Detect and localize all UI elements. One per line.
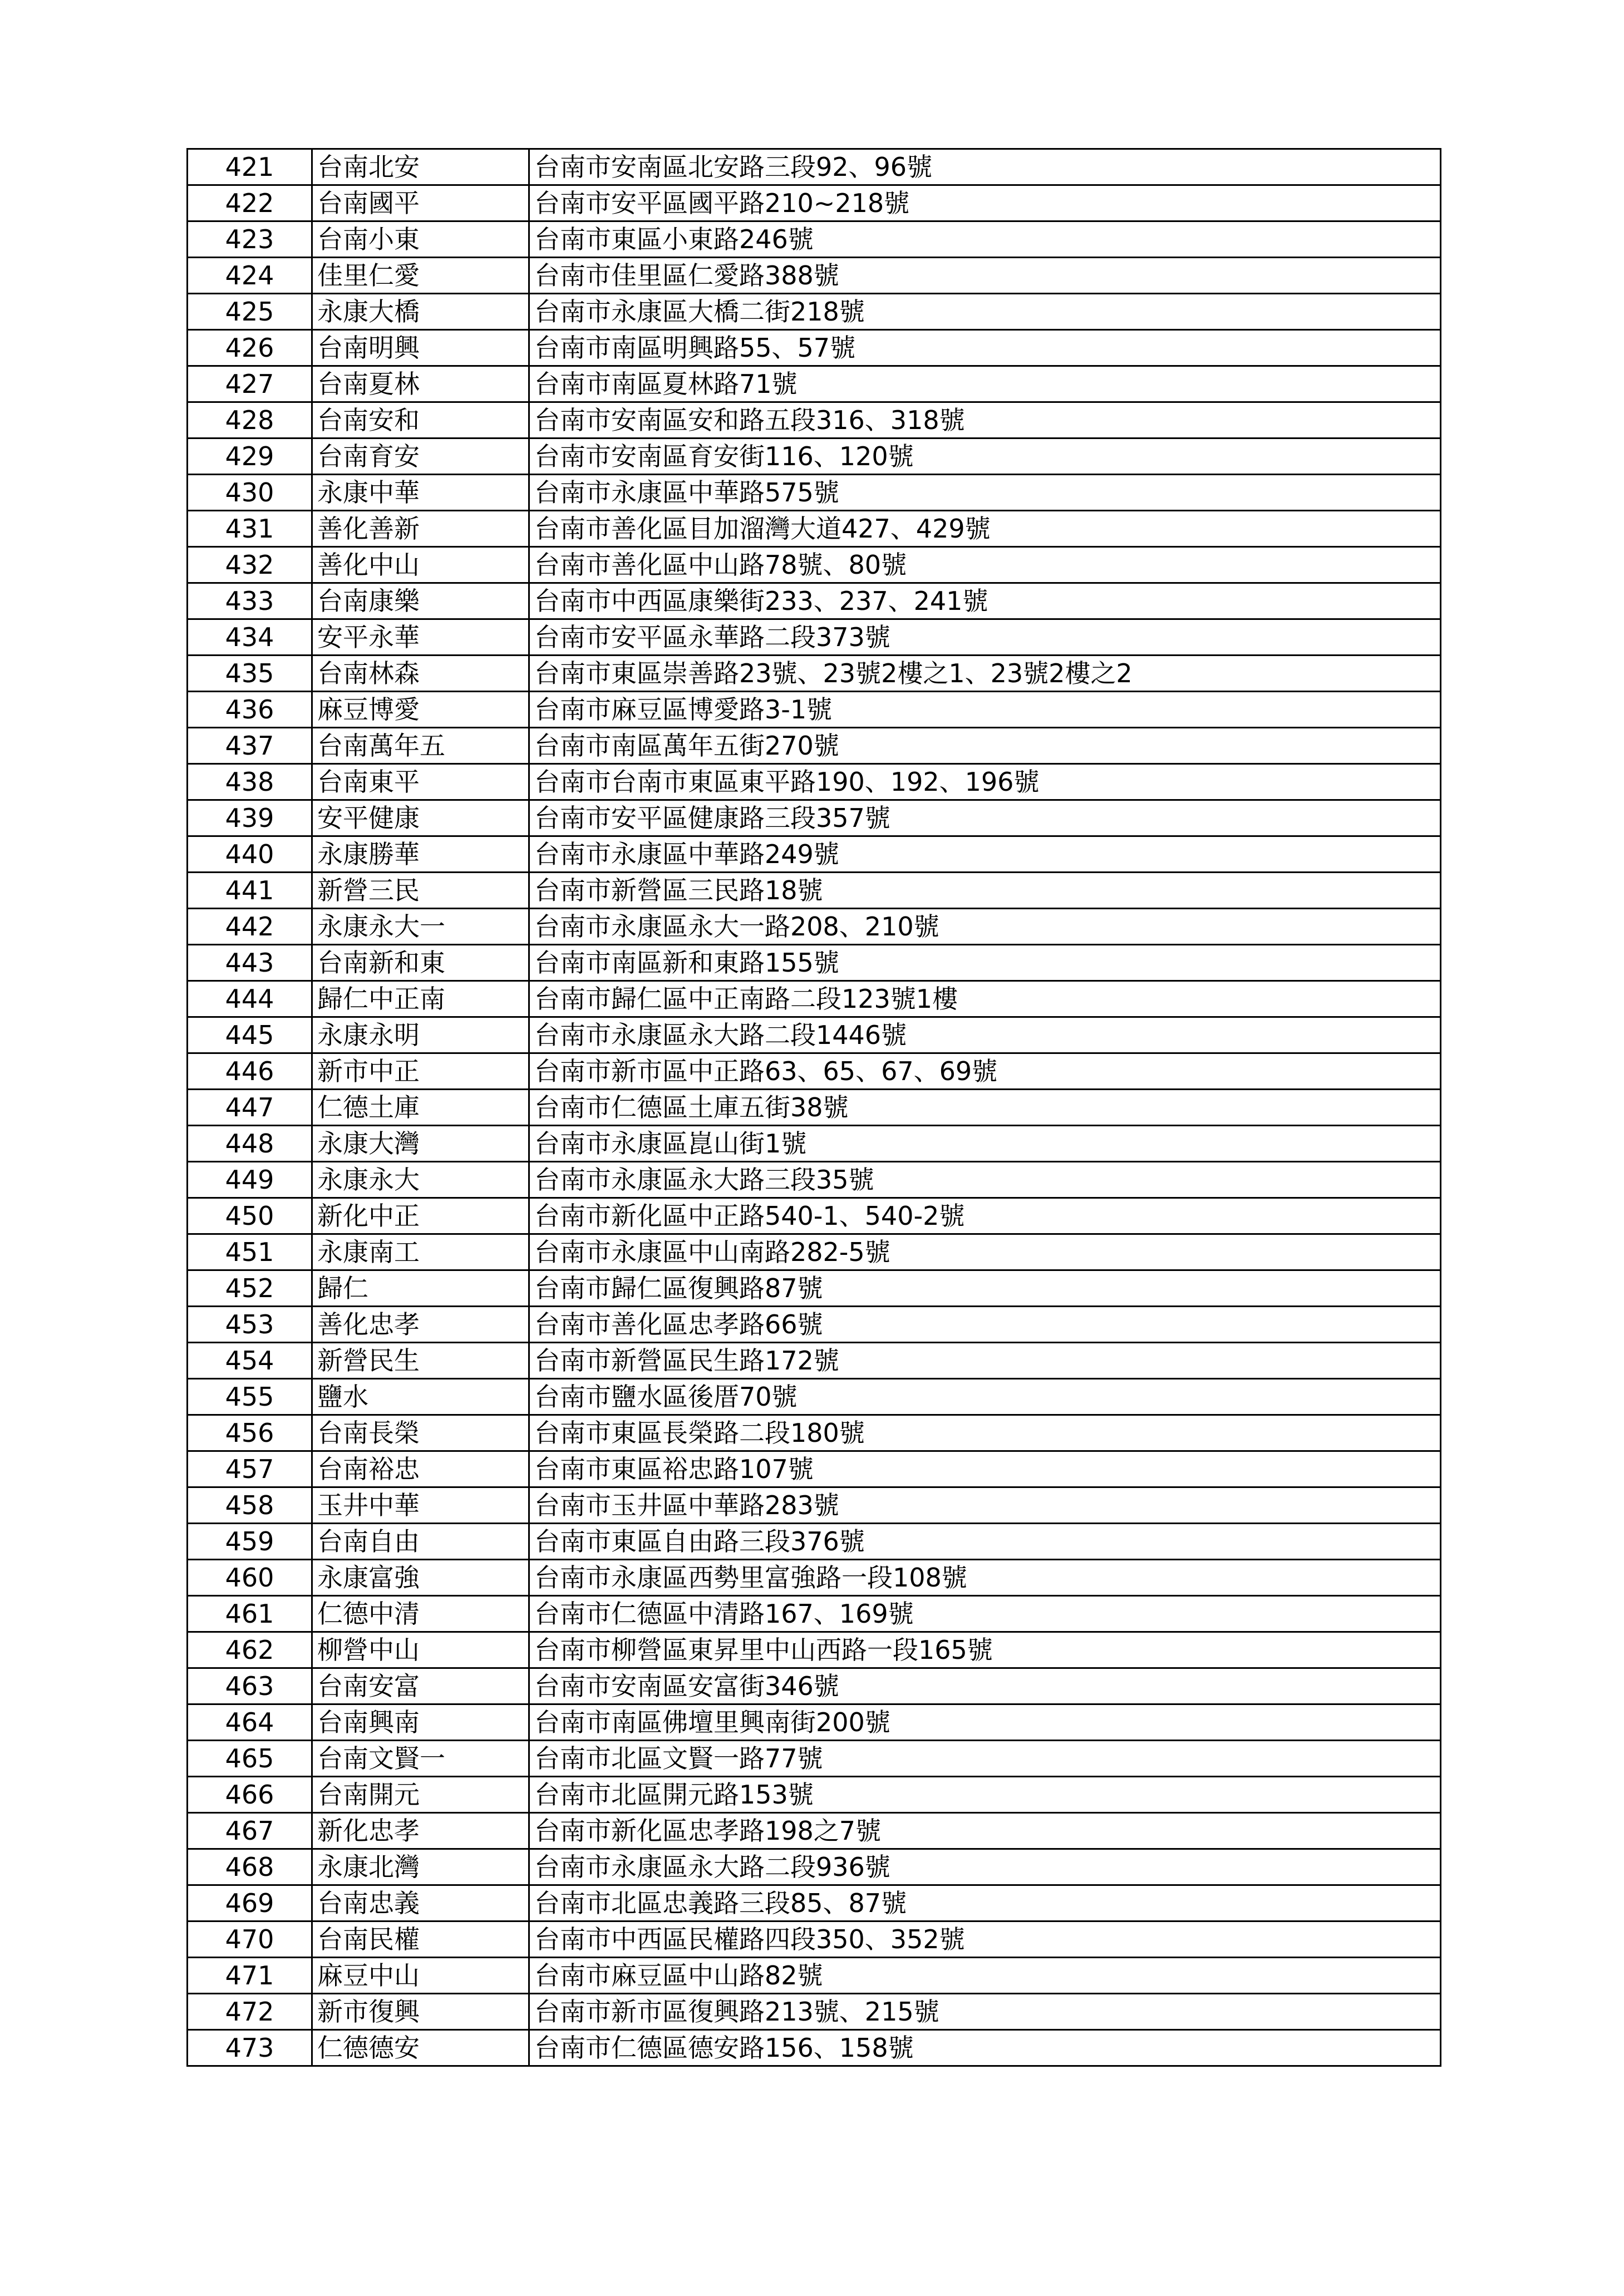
table-row [188, 1560, 1441, 1596]
table-row [188, 221, 1441, 258]
row-number: 447 [188, 1090, 312, 1126]
table-row [188, 1994, 1441, 2030]
store-address: 台南市善化區中山路78號、80號 [529, 547, 1441, 583]
store-address: 台南市仁德區土庫五街38號 [529, 1090, 1441, 1126]
store-name: 仁德土庫 [312, 1090, 529, 1126]
store-address-table [186, 148, 1441, 2067]
table-row [188, 1198, 1441, 1234]
row-number: 468 [188, 1849, 312, 1885]
row-number: 423 [188, 221, 312, 258]
store-address: 台南市南區萬年五街270號 [529, 728, 1441, 764]
store-address: 台南市南區明興路55、57號 [529, 330, 1441, 366]
table-row [188, 1741, 1441, 1777]
store-address: 台南市善化區目加溜灣大道427、429號 [529, 511, 1441, 547]
store-address: 台南市安平區國平路210~218號 [529, 185, 1441, 221]
table-row [188, 728, 1441, 764]
table-row [188, 1270, 1441, 1307]
store-name: 玉井中華 [312, 1487, 529, 1524]
table-row [188, 1017, 1441, 1053]
row-number: 466 [188, 1777, 312, 1813]
store-address: 台南市東區裕忠路107號 [529, 1451, 1441, 1487]
store-address: 台南市新市區中正路63、65、67、69號 [529, 1053, 1441, 1090]
store-name: 仁德中清 [312, 1596, 529, 1632]
store-address: 台南市永康區中山南路282-5號 [529, 1234, 1441, 1270]
table-row [188, 800, 1441, 836]
store-address: 台南市安南區安富街346號 [529, 1668, 1441, 1704]
row-number: 458 [188, 1487, 312, 1524]
store-name: 台南北安 [312, 149, 529, 185]
store-name: 台南新和東 [312, 945, 529, 981]
table-row [188, 438, 1441, 475]
row-number: 443 [188, 945, 312, 981]
row-number: 440 [188, 836, 312, 873]
store-address: 台南市南區佛壇里興南街200號 [529, 1704, 1441, 1741]
row-number: 456 [188, 1415, 312, 1451]
row-number: 422 [188, 185, 312, 221]
row-number: 453 [188, 1307, 312, 1343]
table-row [188, 185, 1441, 221]
store-name: 永康富強 [312, 1560, 529, 1596]
store-name: 善化忠孝 [312, 1307, 529, 1343]
table-row [188, 981, 1441, 1017]
row-number: 434 [188, 619, 312, 656]
store-address: 台南市玉井區中華路283號 [529, 1487, 1441, 1524]
row-number: 428 [188, 402, 312, 438]
row-number: 464 [188, 1704, 312, 1741]
table-row [188, 149, 1441, 185]
table-row [188, 583, 1441, 619]
table-row [188, 945, 1441, 981]
store-address: 台南市柳營區東昇里中山西路一段165號 [529, 1632, 1441, 1668]
store-address: 台南市新營區三民路18號 [529, 873, 1441, 909]
store-address: 台南市新化區中正路540-1、540-2號 [529, 1198, 1441, 1234]
store-name: 台南文賢一 [312, 1741, 529, 1777]
table-row [188, 1126, 1441, 1162]
store-address: 台南市安平區健康路三段357號 [529, 800, 1441, 836]
table-row [188, 656, 1441, 692]
store-name: 台南興南 [312, 1704, 529, 1741]
row-number: 432 [188, 547, 312, 583]
store-name: 新營民生 [312, 1343, 529, 1379]
table-row [188, 836, 1441, 873]
store-name: 新化中正 [312, 1198, 529, 1234]
store-name: 永康永明 [312, 1017, 529, 1053]
table-row [188, 1053, 1441, 1090]
table-row [188, 366, 1441, 402]
store-address: 台南市東區長榮路二段180號 [529, 1415, 1441, 1451]
table-row [188, 1234, 1441, 1270]
store-address: 台南市永康區大橋二街218號 [529, 294, 1441, 330]
row-number: 451 [188, 1234, 312, 1270]
store-name: 永康大灣 [312, 1126, 529, 1162]
row-number: 436 [188, 692, 312, 728]
row-number: 471 [188, 1958, 312, 1994]
row-number: 467 [188, 1813, 312, 1849]
store-address: 台南市東區崇善路23號、23號2樓之1、23號2樓之2 [529, 656, 1441, 692]
store-address: 台南市北區文賢一路77號 [529, 1741, 1441, 1777]
store-address: 台南市北區忠義路三段85、87號 [529, 1885, 1441, 1921]
store-address: 台南市麻豆區中山路82號 [529, 1958, 1441, 1994]
row-number: 433 [188, 583, 312, 619]
store-name: 柳營中山 [312, 1632, 529, 1668]
row-number: 438 [188, 764, 312, 800]
store-name: 歸仁中正南 [312, 981, 529, 1017]
store-name: 永康永大一 [312, 909, 529, 945]
row-number: 439 [188, 800, 312, 836]
table-row [188, 909, 1441, 945]
store-name: 永康北灣 [312, 1849, 529, 1885]
store-address: 台南市歸仁區復興路87號 [529, 1270, 1441, 1307]
table-row [188, 1777, 1441, 1813]
table-row [188, 1379, 1441, 1415]
store-address: 台南市仁德區中清路167、169號 [529, 1596, 1441, 1632]
row-number: 430 [188, 475, 312, 511]
store-name: 台南忠義 [312, 1885, 529, 1921]
store-address: 台南市台南市東區東平路190、192、196號 [529, 764, 1441, 800]
store-address: 台南市東區自由路三段376號 [529, 1524, 1441, 1560]
store-name: 台南國平 [312, 185, 529, 221]
store-address: 台南市善化區忠孝路66號 [529, 1307, 1441, 1343]
store-name: 台南東平 [312, 764, 529, 800]
table-row [188, 1415, 1441, 1451]
row-number: 457 [188, 1451, 312, 1487]
store-name: 新市中正 [312, 1053, 529, 1090]
table-row [188, 873, 1441, 909]
table-row [188, 1849, 1441, 1885]
store-name: 善化善新 [312, 511, 529, 547]
row-number: 460 [188, 1560, 312, 1596]
table-row [188, 1162, 1441, 1198]
row-number: 421 [188, 149, 312, 185]
store-name: 台南民權 [312, 1921, 529, 1958]
row-number: 473 [188, 2030, 312, 2066]
table-row [188, 2030, 1441, 2066]
store-name: 台南安和 [312, 402, 529, 438]
store-address: 台南市永康區中華路249號 [529, 836, 1441, 873]
store-table-body [188, 149, 1441, 2066]
store-name: 台南安富 [312, 1668, 529, 1704]
store-name: 永康南工 [312, 1234, 529, 1270]
store-name: 善化中山 [312, 547, 529, 583]
store-address: 台南市佳里區仁愛路388號 [529, 258, 1441, 294]
store-address: 台南市永康區永大路二段936號 [529, 1849, 1441, 1885]
row-number: 449 [188, 1162, 312, 1198]
store-address: 台南市南區夏林路71號 [529, 366, 1441, 402]
row-number: 444 [188, 981, 312, 1017]
table-row [188, 1090, 1441, 1126]
table-row [188, 294, 1441, 330]
table-row [188, 619, 1441, 656]
store-name: 台南康樂 [312, 583, 529, 619]
row-number: 427 [188, 366, 312, 402]
row-number: 425 [188, 294, 312, 330]
store-address: 台南市麻豆區博愛路3-1號 [529, 692, 1441, 728]
row-number: 448 [188, 1126, 312, 1162]
store-name: 永康永大 [312, 1162, 529, 1198]
store-address: 台南市永康區中華路575號 [529, 475, 1441, 511]
store-address: 台南市安南區育安街116、120號 [529, 438, 1441, 475]
store-name: 台南開元 [312, 1777, 529, 1813]
store-name: 台南自由 [312, 1524, 529, 1560]
table-row [188, 1343, 1441, 1379]
row-number: 426 [188, 330, 312, 366]
store-name: 台南夏林 [312, 366, 529, 402]
store-name: 安平健康 [312, 800, 529, 836]
table-row [188, 1668, 1441, 1704]
store-address: 台南市安南區北安路三段92、96號 [529, 149, 1441, 185]
store-name: 台南萬年五 [312, 728, 529, 764]
row-number: 462 [188, 1632, 312, 1668]
table-row [188, 1704, 1441, 1741]
row-number: 445 [188, 1017, 312, 1053]
store-name: 永康大橋 [312, 294, 529, 330]
row-number: 452 [188, 1270, 312, 1307]
store-name: 佳里仁愛 [312, 258, 529, 294]
row-number: 435 [188, 656, 312, 692]
table-row [188, 547, 1441, 583]
row-number: 437 [188, 728, 312, 764]
store-address: 台南市安平區永華路二段373號 [529, 619, 1441, 656]
row-number: 455 [188, 1379, 312, 1415]
table-row [188, 1524, 1441, 1560]
row-number: 429 [188, 438, 312, 475]
store-name: 永康中華 [312, 475, 529, 511]
store-address: 台南市仁德區德安路156、158號 [529, 2030, 1441, 2066]
table-row [188, 475, 1441, 511]
store-address: 台南市永康區永大路二段1446號 [529, 1017, 1441, 1053]
store-name: 仁德德安 [312, 2030, 529, 2066]
row-number: 472 [188, 1994, 312, 2030]
table-row [188, 1632, 1441, 1668]
store-address: 台南市中西區康樂街233、237、241號 [529, 583, 1441, 619]
store-address: 台南市東區小東路246號 [529, 221, 1441, 258]
row-number: 450 [188, 1198, 312, 1234]
store-name: 台南長榮 [312, 1415, 529, 1451]
store-name: 新市復興 [312, 1994, 529, 2030]
store-name: 台南育安 [312, 438, 529, 475]
table-row [188, 1813, 1441, 1849]
row-number: 446 [188, 1053, 312, 1090]
table-row [188, 1487, 1441, 1524]
store-name: 永康勝華 [312, 836, 529, 873]
table-row [188, 1596, 1441, 1632]
table-row [188, 1885, 1441, 1921]
store-address: 台南市永康區永大一路208、210號 [529, 909, 1441, 945]
row-number: 469 [188, 1885, 312, 1921]
store-name: 台南林森 [312, 656, 529, 692]
store-address: 台南市永康區西勢里富強路一段108號 [529, 1560, 1441, 1596]
store-name: 鹽水 [312, 1379, 529, 1415]
store-address: 台南市永康區永大路三段35號 [529, 1162, 1441, 1198]
store-address: 台南市安南區安和路五段316、318號 [529, 402, 1441, 438]
row-number: 463 [188, 1668, 312, 1704]
table-row [188, 402, 1441, 438]
table-row [188, 258, 1441, 294]
row-number: 470 [188, 1921, 312, 1958]
store-name: 安平永華 [312, 619, 529, 656]
table-row [188, 511, 1441, 547]
row-number: 459 [188, 1524, 312, 1560]
store-name: 台南裕忠 [312, 1451, 529, 1487]
row-number: 431 [188, 511, 312, 547]
store-name: 台南小東 [312, 221, 529, 258]
store-address: 台南市新營區民生路172號 [529, 1343, 1441, 1379]
store-address: 台南市北區開元路153號 [529, 1777, 1441, 1813]
table-row [188, 1307, 1441, 1343]
store-name: 新化忠孝 [312, 1813, 529, 1849]
row-number: 461 [188, 1596, 312, 1632]
row-number: 454 [188, 1343, 312, 1379]
table-row [188, 330, 1441, 366]
store-address: 台南市新化區忠孝路198之7號 [529, 1813, 1441, 1849]
store-address: 台南市鹽水區後厝70號 [529, 1379, 1441, 1415]
row-number: 465 [188, 1741, 312, 1777]
row-number: 441 [188, 873, 312, 909]
store-address: 台南市永康區崑山街1號 [529, 1126, 1441, 1162]
store-name: 新營三民 [312, 873, 529, 909]
store-address: 台南市中西區民權路四段350、352號 [529, 1921, 1441, 1958]
row-number: 424 [188, 258, 312, 294]
table-row [188, 764, 1441, 800]
table-row [188, 1958, 1441, 1994]
table-row [188, 1451, 1441, 1487]
store-address: 台南市歸仁區中正南路二段123號1樓 [529, 981, 1441, 1017]
row-number: 442 [188, 909, 312, 945]
store-address: 台南市新市區復興路213號、215號 [529, 1994, 1441, 2030]
store-name: 台南明興 [312, 330, 529, 366]
store-name: 麻豆博愛 [312, 692, 529, 728]
store-name: 麻豆中山 [312, 1958, 529, 1994]
table-row [188, 1921, 1441, 1958]
store-address: 台南市南區新和東路155號 [529, 945, 1441, 981]
table-row [188, 692, 1441, 728]
store-name: 歸仁 [312, 1270, 529, 1307]
